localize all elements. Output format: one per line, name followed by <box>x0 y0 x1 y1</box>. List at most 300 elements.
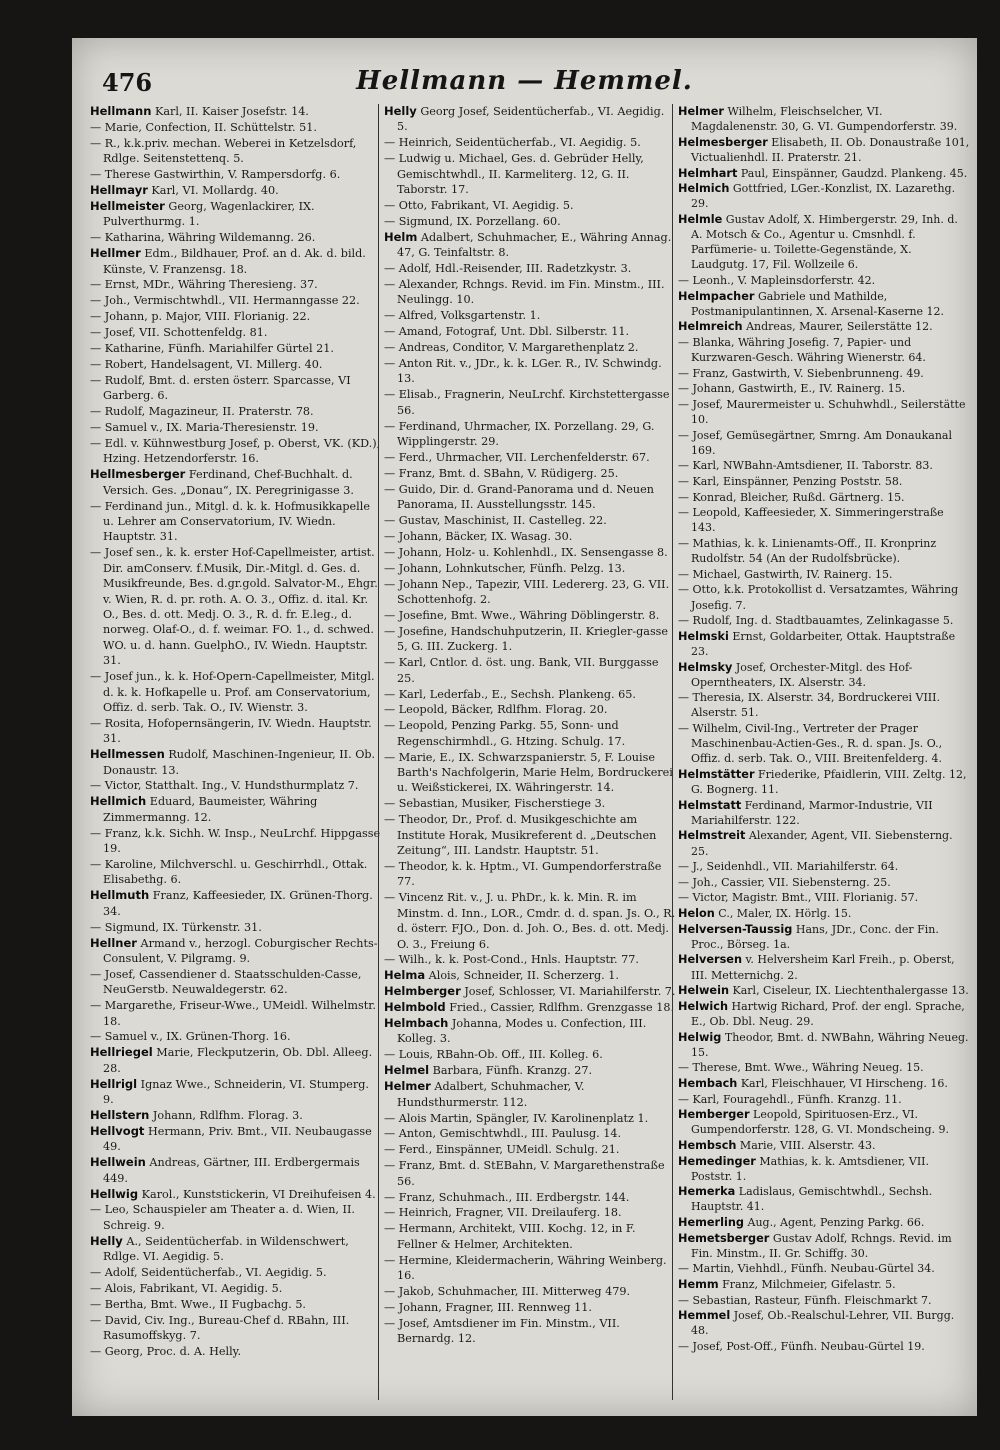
directory-entry <box>384 1079 676 1110</box>
directory-entry <box>678 1261 970 1276</box>
directory-entry <box>384 1126 676 1141</box>
directory-entry <box>384 214 676 229</box>
entry-surname: Hellmer <box>90 246 141 261</box>
entry-text: — Karl, Cntlor. d. öst. ung. Bank, VII. Burggasse 25. <box>384 656 659 685</box>
entry-text: — Johann, Fragner, III. Rennweg 11. <box>384 1300 592 1314</box>
entry-surname: Helmreich <box>678 320 743 334</box>
directory-entry <box>90 794 382 825</box>
entry-surname: Hembsch <box>678 1138 737 1152</box>
directory-entry <box>384 387 676 418</box>
directory-entry <box>90 1029 382 1044</box>
entry-text: — Joh., Cassier, VII. Siebensterng. 25. <box>678 875 891 889</box>
entry-text: Andreas, Gärtner, III. Erdbergermais 449. <box>103 1156 360 1185</box>
entry-text: — Ferd., Uhrmacher, VII. Lerchenfelderstr. 67. <box>384 450 650 464</box>
column-1 <box>90 104 382 1360</box>
entry-surname: Helwein <box>678 984 730 998</box>
directory-entry <box>678 428 970 458</box>
entry-text: — Alfred, Volksgartenstr. 1. <box>384 309 541 323</box>
directory-entry <box>678 690 970 720</box>
entry-text: Armand v., herzogl. Coburgischer Rechts-Consulent, V. Pilgramg. 9. <box>103 936 378 965</box>
directory-entry <box>384 1221 676 1252</box>
entry-text: Ignaz Wwe., Schneiderin, VI. Stumperg. 9. <box>103 1077 369 1107</box>
entry-text: — Wilh., k. k. Post-Cond., Hnls. Hauptstr. 77. <box>384 953 639 967</box>
directory-entry <box>384 984 676 999</box>
entry-text: — Sebastian, Musiker, Fischerstiege 3. <box>384 797 606 811</box>
entry-surname: Helly <box>90 1233 123 1248</box>
directory-entry <box>90 373 382 404</box>
directory-entry <box>90 436 382 467</box>
entry-text: Adalbert, Schuhmacher, V. Hundsthurmerstr. 112. <box>397 1080 585 1109</box>
entry-text: — Adolf, Hdl.-Reisender, III. Radetzkystr. 3. <box>384 262 632 276</box>
entry-text: — Hermann, Architekt, VIII. Kochg. 12, in F. Fellner & Helmer, Architekten. <box>384 1222 636 1251</box>
entry-text: Edm., Bildhauer, Prof. an d. Ak. d. bild. Künste, V. Franzensg. 18. <box>103 247 366 276</box>
directory-entry <box>678 1107 970 1137</box>
directory-entry <box>678 166 970 181</box>
entry-text: C., Maler, IX. Hörlg. 15. <box>714 907 852 920</box>
directory-entry <box>384 687 676 702</box>
entry-text: — Mathias, k. k. Linienamts-Off., II. Kronprinz Rudolfstr. 54 (An der Rudolfsbrücke). <box>678 537 937 566</box>
directory-entry <box>90 1313 382 1344</box>
entry-text: — Sigmund, IX. Porzellang. 60. <box>384 214 561 228</box>
entry-text: Andreas, Maurer, Seilerstätte 12. <box>742 320 933 334</box>
entry-text: Karl, Ciseleur, IX. Liechtenthalergasse 13. <box>729 984 969 998</box>
entry-text: — Sigmund, IX. Türkenstr. 31. <box>90 920 262 934</box>
directory-entry <box>384 561 676 576</box>
entry-text: — Josefine, Bmt. Wwe., Währing Döblingerstr. 8. <box>384 609 660 622</box>
entry-text: — Josef, Maurermeister u. Schuhwhdl., Seilerstätte 10. <box>678 397 966 426</box>
entry-text: — Johann, Gastwirth, E., IV. Rainerg. 15. <box>678 382 906 396</box>
directory-entry <box>678 1138 970 1153</box>
directory-entry <box>384 151 676 197</box>
entry-surname: Hellner <box>90 935 137 950</box>
directory-entry <box>384 968 676 983</box>
directory-entry <box>90 357 382 372</box>
entry-surname: Helmsky <box>678 660 733 674</box>
directory-entry <box>384 1300 676 1315</box>
directory-entry <box>678 859 970 874</box>
directory-page <box>72 38 977 1416</box>
entry-text: Ernst, Goldarbeiter, Ottak. Hauptstraße 23. <box>691 629 956 658</box>
entry-surname: Helmesberger <box>678 135 768 149</box>
entry-surname: Helwich <box>678 999 729 1013</box>
entry-surname: Hellwein <box>90 1155 146 1170</box>
entry-text: Johann, Rdlfhm. Florag. 3. <box>149 1109 303 1122</box>
directory-entry <box>384 1016 676 1047</box>
entry-surname: Hellmeister <box>90 198 165 213</box>
directory-entry <box>384 356 676 387</box>
entry-surname: Helmstreit <box>678 829 746 843</box>
entry-text: — Josef, Gemüsegärtner, Smrng. Am Donaukanal 169. <box>678 428 953 457</box>
entry-text: — Sebastian, Rasteur, Fünfh. Fleischmarkt 7. <box>678 1293 932 1307</box>
entry-text: Rudolf, Maschinen-Ingenieur, II. Ob. Donaustr. 13. <box>103 748 376 777</box>
page-header <box>72 64 977 104</box>
directory-entry <box>384 718 676 749</box>
directory-entry <box>384 419 676 450</box>
entry-text: — Rudolf, Ing. d. Stadtbauamtes, Zelinkagasse 5. <box>678 614 954 628</box>
entry-text: — Johann, Holz- u. Kohlenhdl., IX. Sensengasse 8. <box>384 545 668 559</box>
entry-text: — Rudolf, Bmt. d. ersten österr. Sparcasse, VI Garberg. 6. <box>90 373 351 403</box>
entry-text: — Konrad, Bleicher, Rußd. Gärtnerg. 15. <box>678 490 905 504</box>
entry-text: — Samuel v., IX. Maria-Theresienstr. 19. <box>90 421 319 435</box>
entry-surname: Helmbold <box>384 1000 446 1015</box>
entry-text: — Hermine, Kleidermacherin, Währing Weinberg. 16. <box>384 1253 667 1283</box>
directory-entry <box>90 467 382 498</box>
directory-entry <box>384 577 676 608</box>
entry-text: — Katharina, Währing Wildemanng. 26. <box>90 231 316 245</box>
entry-surname: Helmski <box>678 629 729 643</box>
directory-entry <box>678 335 970 365</box>
entry-surname: Helon <box>678 907 715 920</box>
directory-entry <box>678 1184 970 1214</box>
directory-entry <box>90 341 382 356</box>
entry-text: — Ernst, MDr., Währing Theresieng. 37. <box>90 278 318 292</box>
entry-text: — Johann, Lohnkutscher, Fünfh. Pelzg. 13. <box>384 561 626 575</box>
entry-text: Theodor, Bmt. d. NWBahn, Währing Neueg. 15. <box>691 1030 969 1059</box>
entry-text: — Karl, Einspänner, Penzing Poststr. 58. <box>678 475 903 488</box>
directory-entry <box>90 1077 382 1108</box>
entry-surname: Hellstern <box>90 1108 150 1122</box>
directory-entry <box>384 450 676 465</box>
directory-entry <box>678 629 970 659</box>
directory-entry <box>678 397 970 427</box>
entry-text: — Therese Gastwirthin, V. Rampersdorfg. 6. <box>90 168 341 182</box>
entry-text: Hermann, Priv. Bmt., VII. Neubaugasse 49. <box>103 1124 372 1154</box>
directory-entry <box>384 1142 676 1157</box>
entry-surname: Helmer <box>678 105 724 118</box>
entry-text: — Victor, Magistr. Bmt., VIII. Florianig. 57. <box>678 891 919 905</box>
entry-text: — Vincenz Rit. v., J. u. PhDr., k. k. Min. R. im Minstm. d. Inn., LOR., Cmdr. d. d. span. Js. O., R. d. österr. FJO., Don. d. Joh. O., Bes. d. ott. Medj. O. 3., Freiung 6. <box>384 891 676 951</box>
entry-text: — Josef sen., k. k. erster Hof-Capellmeister, artist. Dir. amConserv. f.Musik, Dir.-Mitgl. d. Ges. d. Musikfreunde, Bes. d.gr.gold. Salvator-M., Ehgr. v. Wien, R. d. pr. roth. A. O. 3., Offiz. d. ital. Kr. O., Bes. d. ott. Medj. O. 3., R. d. fr. E.leg., d. norweg. Olaf-O., d. f. weimar. FO. 1., d. schwed. WO. u. d. hann. GuelphO., IV. Wiedn. Hauptstr. 31. <box>90 546 378 668</box>
entry-text: Karl, VI. Mollardg. 40. <box>147 184 279 198</box>
directory-entry <box>90 136 382 167</box>
directory-entry <box>678 104 970 134</box>
running-title: Hellmann — Hemmel. <box>356 66 693 96</box>
directory-entry <box>384 952 676 967</box>
directory-entry <box>678 613 970 628</box>
entry-surname: Helmhart <box>678 166 738 180</box>
entry-text: — Margarethe, Friseur-Wwe., UMeidl. Wilhelmstr. 18. <box>90 999 376 1028</box>
entry-text: — R., k.k.priv. mechan. Weberei in Ketzelsdorf, Rdlge. Seitenstettenq. 5. <box>90 136 357 166</box>
directory-entry <box>678 212 970 273</box>
entry-text: — Alois Martin, Spängler, IV. Karolinenplatz 1. <box>384 1111 649 1125</box>
directory-entry <box>678 952 970 982</box>
directory-entry <box>678 536 970 566</box>
entry-text: — Josef, Cassendiener d. Staatsschulden-Casse, NeuGerstb. Neuwaldegerstr. 62. <box>90 967 362 997</box>
entry-text: Franz, Kaffeesieder, IX. Grünen-Thorg. 34. <box>103 889 373 918</box>
entry-surname: Helmberger <box>384 984 461 999</box>
entry-text: — Karoline, Milchverschl. u. Geschirrhdl., Ottak. Elisabethg. 6. <box>90 858 368 887</box>
directory-entry <box>90 1297 382 1312</box>
directory-entry <box>90 967 382 998</box>
directory-entry <box>384 702 676 717</box>
entry-surname: Helmstätter <box>678 767 755 781</box>
entry-surname: Hemedinger <box>678 1154 756 1168</box>
entry-text: — Anton, Gemischtwhdl., III. Paulusg. 14. <box>384 1127 622 1141</box>
entry-surname: Helversen-Taussig <box>678 922 793 936</box>
column-divider <box>378 104 379 1400</box>
entry-surname: Helly <box>384 104 417 118</box>
entry-text: — Franz, Gastwirth, V. Siebenbrunneng. 49. <box>678 366 924 380</box>
entry-text: — Wilhelm, Civil-Ing., Vertreter der Prager Maschinenbau-Actien-Ges., R. d. span. Js. O., Offiz. d. serb. Tak. O., VIII. Breitenfelderg. 4. <box>678 722 943 766</box>
directory-entry <box>384 890 676 952</box>
entry-text: — Samuel v., IX. Grünen-Thorg. 16. <box>90 1030 291 1044</box>
directory-entry <box>678 366 970 381</box>
directory-entry <box>678 1030 970 1060</box>
directory-entry <box>90 747 382 778</box>
directory-entry <box>90 1108 382 1123</box>
directory-entry <box>384 608 676 623</box>
directory-entry <box>90 716 382 747</box>
entry-text: — Martin, Viehhdl., Fünfh. Neubau-Gürtel 34. <box>678 1262 935 1276</box>
directory-entry <box>90 246 382 277</box>
directory-entry <box>678 922 970 952</box>
directory-entry <box>678 906 970 921</box>
directory-entry <box>678 999 970 1029</box>
entry-text: Georg Josef, Seidentücherfab., VI. Aegidig. 5. <box>397 105 665 134</box>
directory-entry <box>678 767 970 797</box>
directory-entry <box>90 669 382 715</box>
directory-entry <box>384 1253 676 1284</box>
entry-text: Gottfried, LGer.-Konzlist, IX. Lazarethg. 29. <box>691 182 956 211</box>
directory-entry <box>90 1281 382 1296</box>
entry-text: — Rudolf, Magazineur, II. Praterstr. 78. <box>90 405 314 419</box>
directory-entry <box>678 828 970 858</box>
entry-text: — Franz, k.k. Sichh. W. Insp., NeuLrchf. Hippgasse 19. <box>90 826 381 856</box>
directory-entry <box>678 1154 970 1184</box>
directory-entry <box>90 309 382 324</box>
directory-entry <box>678 181 970 211</box>
entry-text: Ladislaus, Gemischtwhdl., Sechsh. Hauptstr. 41. <box>691 1185 933 1214</box>
entry-text: — Anton Rit. v., JDr., k. k. LGer. R., IV. Schwindg. 13. <box>384 357 662 386</box>
entry-surname: Helmich <box>678 182 730 196</box>
entry-text: — Leopold, Penzing Parkg. 55, Sonn- und Regenschirmhdl., G. Htzing. Schulg. 17. <box>384 719 626 748</box>
directory-entry <box>90 920 382 935</box>
directory-entry <box>384 198 676 213</box>
directory-entry <box>90 888 382 919</box>
directory-entry <box>384 104 676 135</box>
entry-text: — Jakob, Schuhmacher, III. Mitterweg 479. <box>384 1284 631 1298</box>
entry-text: Alois, Schneider, II. Scherzerg. 1. <box>425 969 619 983</box>
entry-text: — Franz, Bmt. d. SBahn, V. Rüdigerg. 25. <box>384 466 619 480</box>
directory-entry <box>90 1155 382 1186</box>
directory-entry <box>678 319 970 334</box>
entry-text: Gustav Adolf, Rchngs. Revid. im Fin. Minstm., II. Gr. Schiffg. 30. <box>691 1231 952 1260</box>
entry-text: — Leopold, Bäcker, Rdlfhm. Florag. 20. <box>384 703 608 717</box>
directory-entry <box>384 513 676 528</box>
entry-text: — Bertha, Bmt. Wwe., II Fugbachg. 5. <box>90 1297 306 1311</box>
entry-surname: Hellmessen <box>90 747 165 762</box>
entry-text: — Ferdinand jun., Mitgl. d. k. k. Hofmusikkapelle u. Lehrer am Conservatorium, IV. Wiedn. Hauptstr. 31. <box>90 499 370 544</box>
directory-entry <box>90 1045 382 1076</box>
entry-surname: Hemberger <box>678 1108 750 1122</box>
directory-entry <box>90 499 382 545</box>
entry-surname: Helwig <box>678 1030 722 1044</box>
entry-text: — Rosita, Hofopernsängerin, IV. Wiedn. Hauptstr. 31. <box>90 716 372 746</box>
directory-entry <box>678 1231 970 1261</box>
directory-entry <box>384 812 676 858</box>
entry-text: — Otto, k.k. Protokollist d. Versatzamtes, Währing Josefig. 7. <box>678 583 959 612</box>
entry-text: — Franz, Schuhmach., III. Erdbergstr. 144. <box>384 1190 630 1204</box>
entry-text: — Louis, RBahn-Ob. Off., III. Kolleg. 6. <box>384 1048 603 1062</box>
entry-text: — Amand, Fotograf, Unt. Dbl. Silberstr. 11. <box>384 325 630 339</box>
entry-text: A., Seidentücherfab. in Wildenschwert, Rdlge. VI. Aegidig. 5. <box>103 1234 349 1264</box>
entry-text: — Josef, Post-Off., Fünfh. Neubau-Gürtel 19. <box>678 1340 925 1353</box>
entry-text: — Edl. v. Kühnwestburg Josef, p. Oberst, VK. (KD.), Hzing. Hetzendorferstr. 16. <box>90 437 381 466</box>
directory-entry <box>678 1277 970 1292</box>
entry-text: — Leonh., V. Mapleinsdorferstr. 42. <box>678 273 876 287</box>
entry-text: — Johann, p. Major, VIII. Florianig. 22. <box>90 310 311 324</box>
directory-entry <box>678 458 970 473</box>
directory-entry <box>678 983 970 998</box>
directory-entry <box>384 482 676 513</box>
entry-text: Fried., Cassier, Rdlfhm. Grenzgasse 18. <box>445 1001 675 1015</box>
directory-entry <box>678 289 970 319</box>
entry-surname: Hembach <box>678 1076 738 1090</box>
directory-entry <box>90 1234 382 1265</box>
column-divider <box>672 104 673 1400</box>
directory-entry <box>90 183 382 198</box>
entry-text: Johanna, Modes u. Confection, III. Kolleg. 3. <box>397 1017 647 1046</box>
directory-entry <box>90 998 382 1029</box>
entry-text: — Andreas, Conditor, V. Margarethenplatz 2. <box>384 341 639 355</box>
directory-entry <box>90 420 382 435</box>
directory-entry <box>384 859 676 890</box>
directory-entry <box>90 545 382 668</box>
entry-text: — Blanka, Währing Josefig. 7, Papier- und Kurzwaren-Gesch. Währing Wienerstr. 64. <box>678 335 926 364</box>
entry-text: — Marie, E., IX. Schwarzspanierstr. 5, F. Louise Barth's Nachfolgerin, Marie Helm, Bordruckerei u. Weißstickerei, IX. Währingerstr. 14. <box>384 750 673 795</box>
entry-text: Leopold, Spirituosen-Erz., VI. Gumpendorferstr. 128, G. VI. Mondscheing. 9. <box>691 1108 950 1137</box>
entry-surname: Hellriegel <box>90 1045 153 1060</box>
directory-entry <box>90 104 382 119</box>
directory-entry <box>384 1205 676 1220</box>
entry-surname: Hemerling <box>678 1216 744 1229</box>
directory-entry <box>384 230 676 261</box>
entry-text: — Theresia, IX. Alserstr. 34, Bordruckerei VIII. Alserstr. 51. <box>678 691 940 720</box>
entry-text: — Karl, Fouragehdl., Fünfh. Kranzg. 11. <box>678 1092 902 1106</box>
directory-entry <box>678 890 970 905</box>
entry-text: — Ludwig u. Michael, Ges. d. Gebrüder Helly, Gemischtwhdl., II. Karmeliterg. 12, G. II. Taborstr. 17. <box>384 152 644 197</box>
directory-entry <box>384 466 676 481</box>
directory-entry <box>384 277 676 308</box>
directory-entry <box>384 340 676 355</box>
entry-text: — Adolf, Seidentücherfab., VI. Aegidig. 5. <box>90 1266 327 1280</box>
entry-text: — Josef, Amtsdiener im Fin. Minstm., VII. Bernardg. 12. <box>384 1316 620 1346</box>
directory-entry <box>678 135 970 165</box>
directory-entry <box>90 1344 382 1359</box>
directory-entry <box>384 1284 676 1299</box>
directory-entry <box>678 1293 970 1308</box>
entry-text: Georg, Wagenlackirer, IX. Pulverthurmg. 1. <box>103 199 315 229</box>
entry-surname: Hellmann <box>90 104 152 118</box>
entry-text: Friederike, Pfaidlerin, VIII. Zeltg. 12, G. Bognerg. 11. <box>691 767 967 796</box>
directory-entry <box>90 1124 382 1155</box>
directory-entry <box>384 308 676 323</box>
entry-text: — Robert, Handelsagent, VI. Millerg. 40. <box>90 358 323 371</box>
entry-text: Aug., Agent, Penzing Parkg. 66. <box>744 1216 925 1229</box>
directory-entry <box>90 826 382 857</box>
entry-text: — Gustav, Maschinist, II. Castelleg. 22. <box>384 514 607 528</box>
directory-entry <box>90 857 382 888</box>
directory-entry <box>384 1063 676 1078</box>
directory-entry <box>90 199 382 230</box>
entry-text: — David, Civ. Ing., Bureau-Chef d. RBahn, III. Rasumoffskyg. 7. <box>90 1313 350 1343</box>
entry-surname: Helmbach <box>384 1016 449 1031</box>
entry-text: — J., Seidenhdl., VII. Mariahilferstr. 64. <box>678 860 899 874</box>
entry-surname: Helmpacher <box>678 289 755 303</box>
entry-surname: Hellvogt <box>90 1123 145 1138</box>
directory-entry <box>384 655 676 686</box>
entry-surname: Helmel <box>384 1063 430 1078</box>
entry-text: Marie, Fleckputzerin, Ob. Dbl. Alleeg. 28. <box>103 1046 373 1075</box>
column-2 <box>384 104 676 1347</box>
entry-text: — Leopold, Kaffeesieder, X. Simmeringerstraße 143. <box>678 506 944 535</box>
entry-text: Mathias, k. k. Amtsdiener, VII. Poststr. 1. <box>691 1154 930 1183</box>
entry-text: Elisabeth, II. Ob. Donaustraße 101, Victualienhdl. II. Praterstr. 21. <box>691 135 970 164</box>
directory-entry <box>678 490 970 505</box>
entry-surname: Hemerka <box>678 1185 736 1199</box>
entry-surname: Helm <box>384 229 418 244</box>
directory-entry <box>384 1111 676 1126</box>
directory-entry <box>678 381 970 396</box>
entry-text: — Marie, Confection, II. Schüttelstr. 51. <box>90 120 317 134</box>
entry-text: Hartwig Richard, Prof. der engl. Sprache, E., Ob. Dbl. Neug. 29. <box>691 999 965 1028</box>
directory-entry <box>90 325 382 340</box>
entry-text: — Karl, NWBahn-Amtsdiener, II. Taborstr. 83. <box>678 459 933 473</box>
directory-entry <box>678 660 970 690</box>
entry-text: — Ferd., Einspänner, UMeidl. Schulg. 21. <box>384 1143 620 1157</box>
entry-text: Alexander, Agent, VII. Siebensterng. 25. <box>691 829 953 858</box>
directory-entry <box>384 750 676 796</box>
entry-text: — Josef, VII. Schottenfeldg. 81. <box>90 326 268 340</box>
entry-text: — Ferdinand, Uhrmacher, IX. Porzellang. 29, G. Wipplingerstr. 29. <box>384 419 655 449</box>
entry-text: — Elisab., Fragnerin, NeuLrchf. Kirchstettergasse 56. <box>384 388 670 417</box>
directory-entry <box>384 324 676 339</box>
directory-entry <box>384 1000 676 1015</box>
entry-surname: Helmer <box>384 1079 431 1094</box>
entry-surname: Hemm <box>678 1278 719 1291</box>
directory-entry <box>678 798 970 828</box>
entry-text: — Alexander, Rchngs. Revid. im Fin. Minstm., III. Neulingg. 10. <box>384 277 665 307</box>
entry-text: Gustav Adolf, X. Himbergerstr. 29, Inh. d. A. Motsch & Co., Agentur u. Cmsnhdl. f. Parfümerie- u. Toilette-Gegenstände, X. Laudgutg. 17, Fil. Wollzeile 6. <box>691 212 958 272</box>
directory-entry <box>90 1202 382 1233</box>
directory-entry <box>678 1308 970 1338</box>
directory-entry <box>90 1265 382 1280</box>
entry-text: Josef, Ob.-Realschul-Lehrer, VII. Burgg. 48. <box>691 1309 955 1338</box>
directory-entry <box>90 1187 382 1202</box>
entry-surname: Hellwig <box>90 1186 139 1201</box>
directory-entry <box>90 404 382 419</box>
directory-entry <box>90 230 382 245</box>
entry-text: — Michael, Gastwirth, IV. Rainerg. 15. <box>678 567 893 581</box>
entry-text: — Theodor, Dr., Prof. d. Musikgeschichte am Institute Horak, Musikreferent d. „Deutschen Zeitung“, III. Landstr. Hauptstr. 51. <box>384 813 657 858</box>
directory-entry <box>384 1047 676 1062</box>
directory-entry <box>90 293 382 308</box>
entry-text: — Therese, Bmt. Wwe., Währing Neueg. 15. <box>678 1061 924 1075</box>
directory-entry <box>90 167 382 182</box>
entry-surname: Hellmich <box>90 794 147 809</box>
directory-entry <box>384 624 676 655</box>
directory-entry <box>90 936 382 967</box>
entry-text: Karol., Kunststickerin, VI Dreihufeisen 4. <box>138 1187 376 1201</box>
directory-entry <box>678 875 970 890</box>
entry-text: Karl, II. Kaiser Josefstr. 14. <box>151 105 309 118</box>
directory-entry <box>678 273 970 288</box>
entry-text: — Victor, Statthalt. Ing., V. Hundsthurmplatz 7. <box>90 779 359 793</box>
directory-entry <box>384 135 676 150</box>
directory-entry <box>678 582 970 612</box>
directory-entry <box>678 1215 970 1230</box>
entry-surname: Hellmesberger <box>90 467 186 482</box>
